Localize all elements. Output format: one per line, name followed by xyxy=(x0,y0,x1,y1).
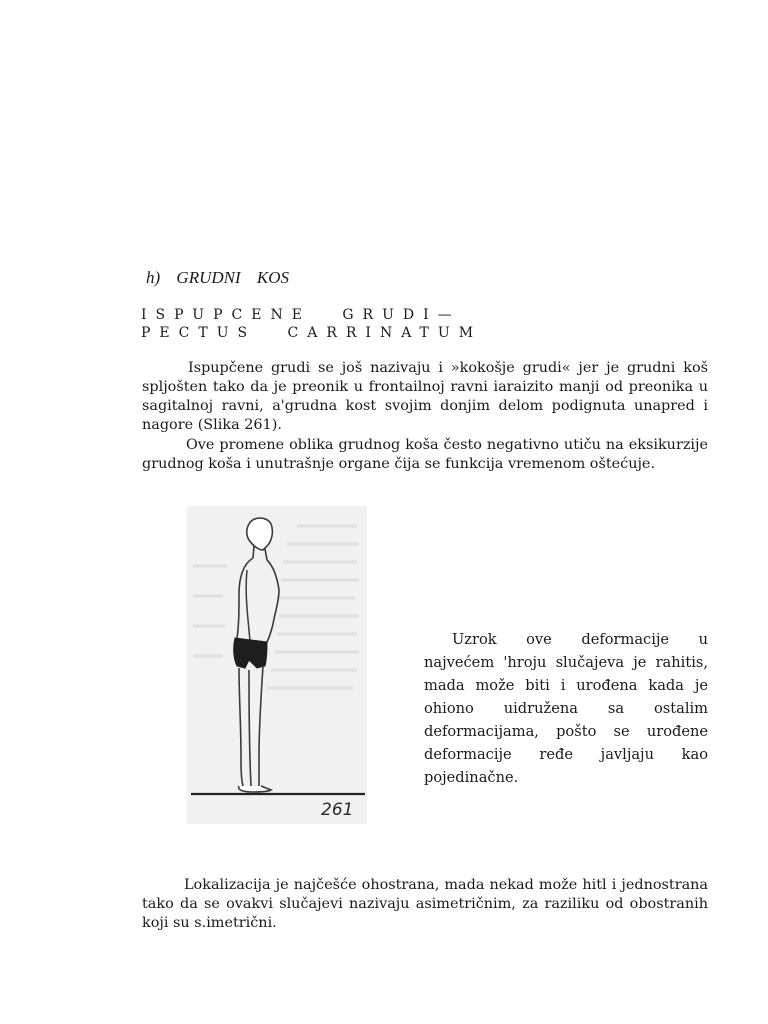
paragraph-4: Lokalizacija je najčešće ohostrana, mada nekad može hitl i jednostrana tako da se ovakvi slučajevi nazivaju asimetričnim, za raziliku od obostranih koji su s.imetrični. xyxy=(142,877,708,931)
standing-figure-illustration xyxy=(187,506,367,826)
title-line-2: PECTUS CARRINATUM xyxy=(141,325,483,341)
paragraph-1: Ispupčene grudi se još nazivaju i »kokošje grudi« jer je grudni koš spljošten tako da je preonik u frontailnoj ravni iaraizito manji od preonika u sagitalnoj ravni, a'grudna kost svojim donjim delom podignuta unapred i nagore (Slika 261). xyxy=(142,360,708,433)
paragraph-2: Ove promene oblika grudnog koša često negativno utiču na eksikurzije grudnog koša i unutrašnje organe čija se funkcija vremenom oštećuje. xyxy=(142,437,708,472)
figure-261 xyxy=(187,506,367,826)
paragraph-3: Uzrok ove deformacije u najvećem 'hroju slučajeva je rahitis, mada može biti i urođena kada je ohiono uidružena sa ostalim deformacijama, pošto se urođene deformacije ređe javljaju kao pojedinačne. xyxy=(424,631,708,786)
section-heading: h) GRUDNI KOS xyxy=(146,268,289,287)
figure-number: 261 xyxy=(321,800,354,820)
title-line-1: ISPUPCENE GRUDI— xyxy=(141,307,461,323)
